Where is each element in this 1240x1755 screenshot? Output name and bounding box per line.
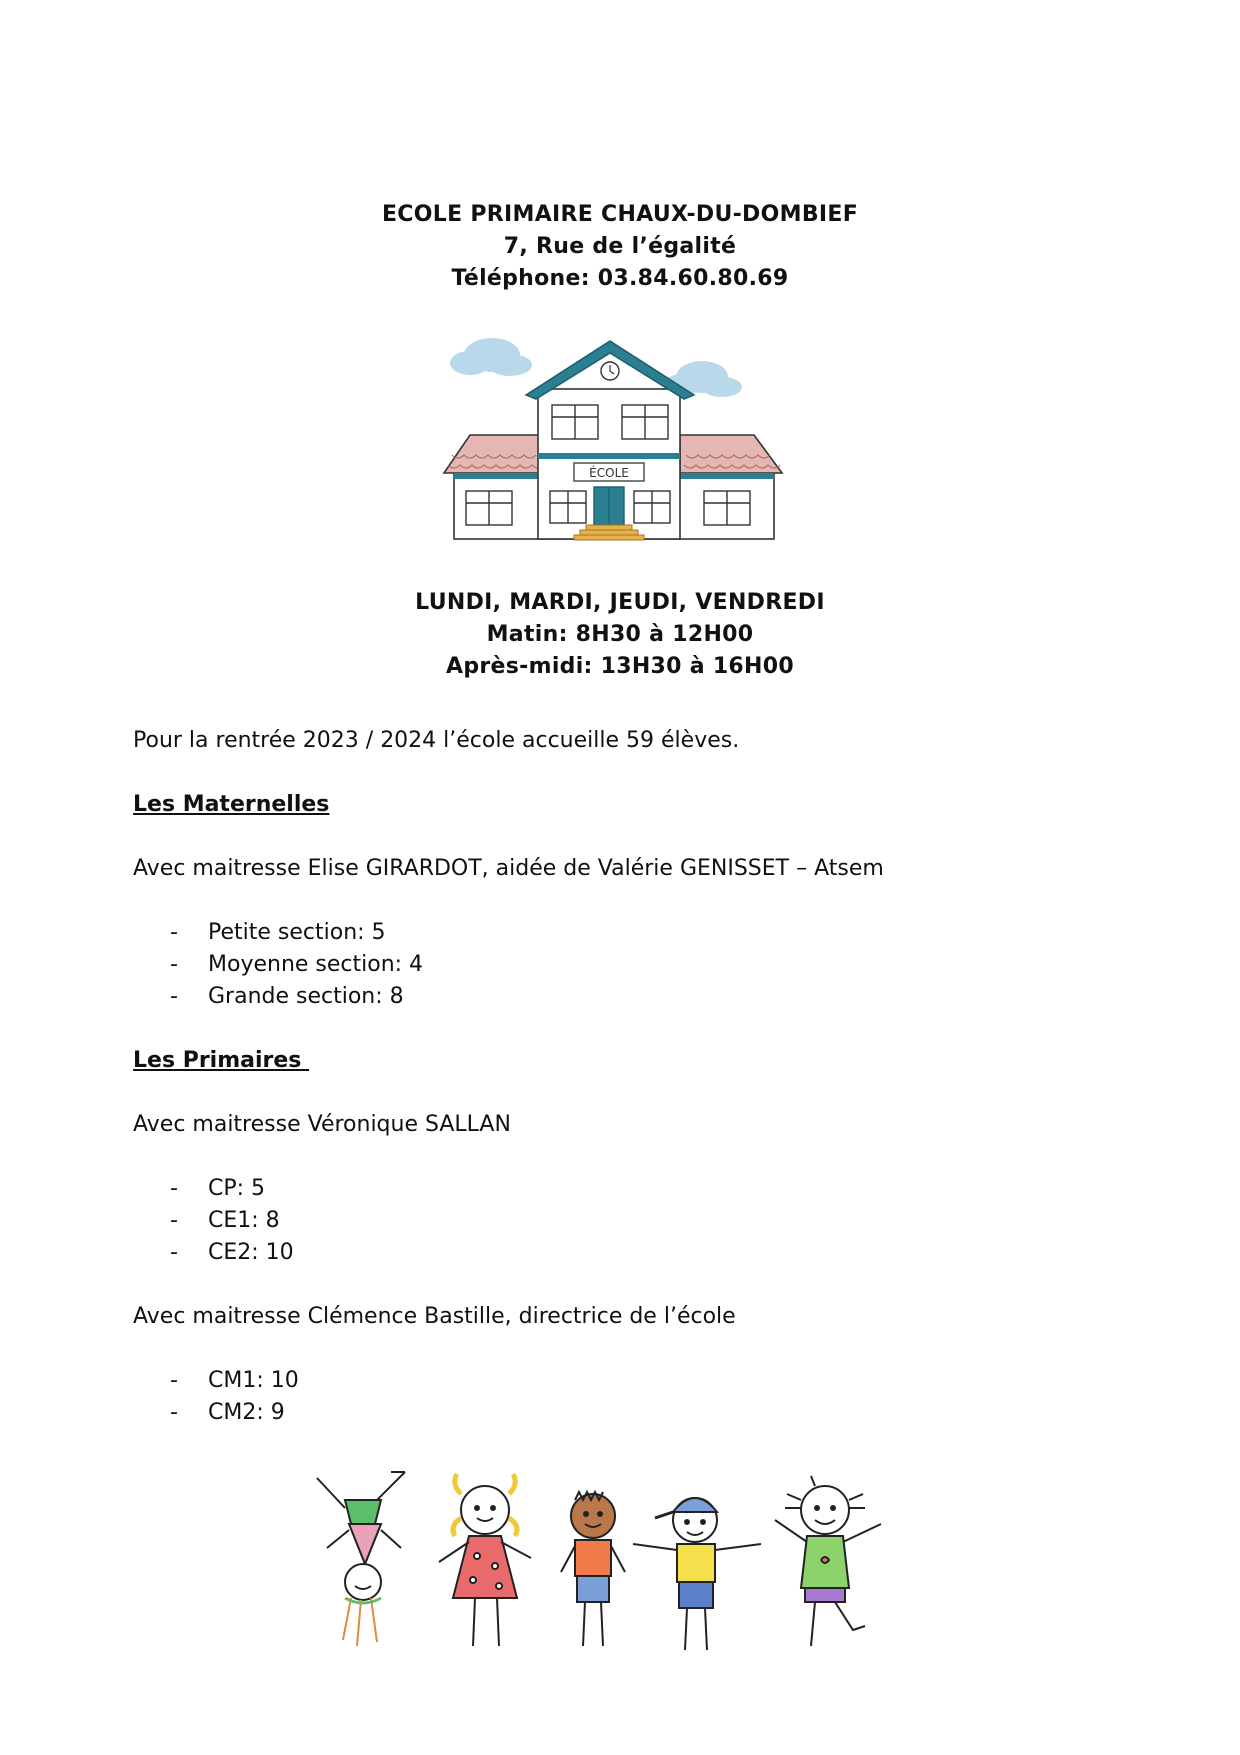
maternelles-teacher: Avec maitresse Elise GIRARDOT, aidée de Valérie GENISSET – Atsem bbox=[133, 856, 884, 881]
list-bullet: - bbox=[170, 1208, 178, 1233]
roof-right-icon bbox=[680, 435, 782, 473]
schedule-afternoon: Après-midi: 13H30 à 16H00 bbox=[446, 654, 794, 679]
list-item: - CM2: 9 bbox=[170, 1397, 299, 1429]
list-bullet: - bbox=[170, 984, 178, 1009]
primaires-heading: Les Primaires bbox=[133, 1048, 310, 1073]
maternelles-heading: Les Maternelles bbox=[133, 792, 330, 817]
primaires-teacher-2: Avec maitresse Clémence Bastille, directrice de l’école bbox=[133, 1304, 736, 1329]
kid-upside-down-icon bbox=[317, 1472, 405, 1646]
list-bullet: - bbox=[170, 1368, 178, 1393]
roof-left-icon bbox=[444, 435, 544, 473]
list-bullet: - bbox=[170, 1400, 178, 1425]
list-bullet: - bbox=[170, 1240, 178, 1265]
schedule-days: LUNDI, MARDI, JEUDI, VENDREDI bbox=[415, 590, 825, 615]
kid-boy-orange-icon bbox=[561, 1492, 625, 1646]
kids-illustration bbox=[305, 1470, 915, 1670]
intro-text: Pour la rentrée 2023 / 2024 l’école accueille 59 élèves. bbox=[133, 728, 740, 753]
cloud-left-icon bbox=[450, 338, 532, 376]
kid-girl-dress-icon bbox=[439, 1474, 531, 1646]
school-sign: ÉCOLE bbox=[589, 466, 629, 480]
primaires-teacher-1: Avec maitresse Véronique SALLAN bbox=[133, 1112, 511, 1137]
list-item: - Grande section: 8 bbox=[170, 981, 423, 1013]
list-item: - CE1: 8 bbox=[170, 1205, 294, 1237]
schedule-morning: Matin: 8H30 à 12H00 bbox=[486, 622, 754, 647]
school-address: 7, Rue de l’égalité bbox=[503, 234, 737, 259]
kid-boy-cap-icon bbox=[633, 1498, 761, 1650]
school-name: ECOLE PRIMAIRE CHAUX-DU-DOMBIEF bbox=[381, 202, 859, 227]
list-item: - CM1: 10 bbox=[170, 1365, 299, 1397]
school-header bbox=[0, 199, 1240, 295]
primaires-list-1 bbox=[170, 1173, 294, 1269]
list-bullet: - bbox=[170, 1176, 178, 1201]
list-item: - Petite section: 5 bbox=[170, 917, 423, 949]
primaires-list-2 bbox=[170, 1365, 299, 1429]
list-item: - CE2: 10 bbox=[170, 1237, 294, 1269]
kid-girl-green-icon bbox=[775, 1476, 881, 1646]
list-item: - Moyenne section: 4 bbox=[170, 949, 423, 981]
list-bullet: - bbox=[170, 952, 178, 977]
list-bullet: - bbox=[170, 920, 178, 945]
schedule-block bbox=[0, 587, 1240, 683]
list-item: - CP: 5 bbox=[170, 1173, 294, 1205]
school-phone: Téléphone: 03.84.60.80.69 bbox=[451, 266, 789, 291]
maternelles-list bbox=[170, 917, 423, 1013]
school-building-illustration bbox=[440, 325, 800, 545]
